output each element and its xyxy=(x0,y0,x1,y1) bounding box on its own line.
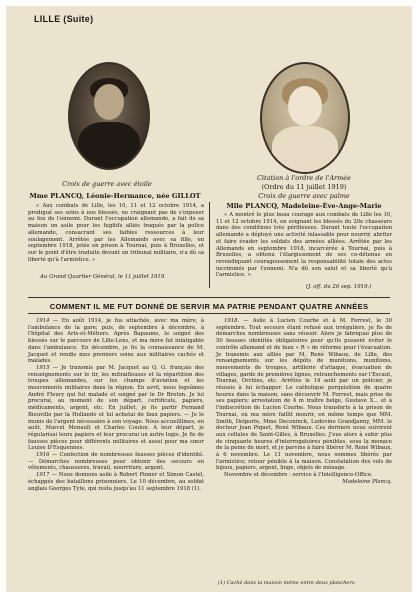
left-citation xyxy=(28,203,204,263)
right-caption-2: (Ordre du 11 juillet 1919) xyxy=(261,183,347,191)
entry-intelligence-office: Novembre et décembre : service à l'Intelligence-Office. xyxy=(224,472,373,479)
entry-1914: 1914 — En août 1914, je fus attachée, avec ma mère, à l'ambulance de la gare; puis, de septembre à décembre, à l'hôpital des Arts-et-Métiers. Après Bapaume, le soigné des blessés sur le parcours de Lille-Lens, et ma mère fut infatigable dans l'ambulance. En décembre, je fis la connaissance de M. Jacquet et rendis mes premiers soins aux militaires cachés et malades. xyxy=(28,318,204,365)
rule-bottom xyxy=(28,313,390,314)
right-signature: (J. off. du 26 sep. 1919.) xyxy=(306,284,372,290)
right-name: Mlle PLANCQ, Madeleine-Ève-Ange-Marie xyxy=(226,202,382,210)
left-signature: Au Grand Quartier Général, le 11 juillet 1919. xyxy=(40,274,166,280)
entry-1918: 1918. — Asile à Lucien Courbe et à M. Forrest, le 30 septembre. Tout secours étant refusé aux irréguliers, je fis de démarches nombreuses sans réussir. Alors je fabriquai plus de 50 fausses identités obligatoires pour qu'ils pussent éviter le contrôle allemand et de faux « R » de réforme pour l'évacuation. Je transmis aux alliés par M. René Wibaux, de Lille, des renseignements sur les dépôts de munitions, munitions, mouvements de troupes, artillerie d'attaque, évacuation de villages, garde de premières lignes, retranchements sur l'Escaut, Tournai, Orchies, etc. Arrêtée le 14 août par un policier, je réussis à lui échapper. Le catholique perquisition de quatre heures dans la maison, sans découvrir M. Forrest, mais prise de ses papiers; arrestation de 4 m traître belge, Gustave X... et à l'indiscrétion de Lucien Courbe. Nous transferts à la prison de Tournai, où ma mère faillit mourir, en même temps que MM. Smith, Delporte, Mme Deconinck, Ludovine Grandjanny, MM. le docteur Jean Piquet, René Wibaux. Ces derniers nous suivirent aux cellules de Saint-Gilles, à Bruxelles. J'eus alors à subir plus de cinquante heures d'interrogatoires pénibles, sous la menace de la peine de mort, et je parvins à faire libérer M. René Wibaux, à 6 novembre. Le 11 novembre, nous sommes libérés par l'armistice; retour pénible à la maison. Constatation des vols de bijoux, papiers, argent, linge, objets de ménage. xyxy=(216,318,392,472)
entry-1916: 1916 — Confection de nombreuses fausses pièces d'identité. — Démarches nombreuses pour obtenir des secours en vêtements, chaussures, travail, nourriture, argent. xyxy=(28,452,204,472)
left-caption: Croix de guerre avec étoile xyxy=(62,180,152,188)
left-citation-text: « Aux combats de Lille, les 10, 11 et 12 octobre 1914, a prodigué ses soins à nos blessés, ne craignant pas de s'exposer au feu de l'ennemi. Durant l'occupation allemande, a fait de sa maison un asile pour les fugitifs alliés traqués par la police allemande, consacrant ses faibles ressources à leur soulagement. Arrêtée par les Allemands avec sa fille, en septembre 1918, jetée en prison à Tournai, puis à Bruxelles, et sur le point d'être traduite devant un tribunal militaire, n'a dû sa liberté qu'à l'armistice. » xyxy=(28,203,204,263)
right-citation xyxy=(216,212,392,279)
rule-top xyxy=(28,297,390,298)
right-caption-1: Citation à l'ordre de l'Armée xyxy=(256,174,351,182)
section-heading: COMMENT IL ME FUT DONNÉ DE SERVIR MA PATRIE PENDANT QUATRE ANNÉES xyxy=(49,302,369,311)
portrait-mme-plancq xyxy=(68,62,150,170)
entry-1917: 1917 — Nous donnons asile à Robert Pinner et Simon Castel, échappés des bataillons prisonniers. Le 10 décembre, au soldat anglais Georges Tyte, qui resta jusqu'au 11 septembre 1918 (1). xyxy=(28,472,204,492)
footnote: (1) Caché dans la maison même entre deux planchers. xyxy=(218,580,356,586)
entry-1915: 1915 — Je transmis par M. Jacquet au Q. G. français des renseignements sur le tir, les mitrailleuses et la répartition des troupes allemandes, sur les champs d'aviation et les mouvements militaires dans la région. En avril, nous logeâmes André Fleury qui fut malade et soigné par le Dr Breton. Je lui procurai, au moment de son départ, certificats, papiers, médicaments, argent, etc. En juillet, je fis partir Fernand Bieuville par la Hollande et lui achetai de faux papiers. — Je le munis de l'argent nécessaire à son voyage. Nous accueillîmes, en août, Marcel Menault et Charles Coulon. A leur départ, je régularisai leurs papiers et leur procurai un autre logis. Je fis de fausses pièces pour différents militaires et aussi pour ma sœur Louise D'Esquennes. xyxy=(28,364,204,452)
signoff: Madeleine Plancq. xyxy=(342,478,392,485)
narrative-right xyxy=(216,318,392,486)
left-name: Mme PLANCQ, Léonie-Hermance, née GILLOT xyxy=(29,192,201,200)
narrative-left xyxy=(28,318,204,492)
portrait-mlle-plancq xyxy=(260,62,350,174)
document-page xyxy=(6,6,412,592)
running-head: LILLE (Suite) xyxy=(34,14,94,24)
right-citation-text: « A montré le plus beau courage aux combats de Lille les 10, 11 et 12 octobre 1914, en soignant les blessés du 20e chasseurs dans des conditions très périlleuses. Durant toute l'occupation allemande a déployé une activité inlassable pour nourrir, abriter et faire évader les soldats des armées alliées. Arrêtée par les Allemands en septembre 1918, incarcérée à Tournai, puis à Bruxelles, a obtenu l'élargissement de ses co-détenus en revendiquant courageusement la responsabilité totale des actes incriminés par l'ennemi. N'a dû son salut et sa liberté qu'à l'armistice. » xyxy=(216,212,392,279)
right-caption-3: Croix de guerre avec palme xyxy=(258,192,350,200)
column-divider xyxy=(209,202,210,288)
